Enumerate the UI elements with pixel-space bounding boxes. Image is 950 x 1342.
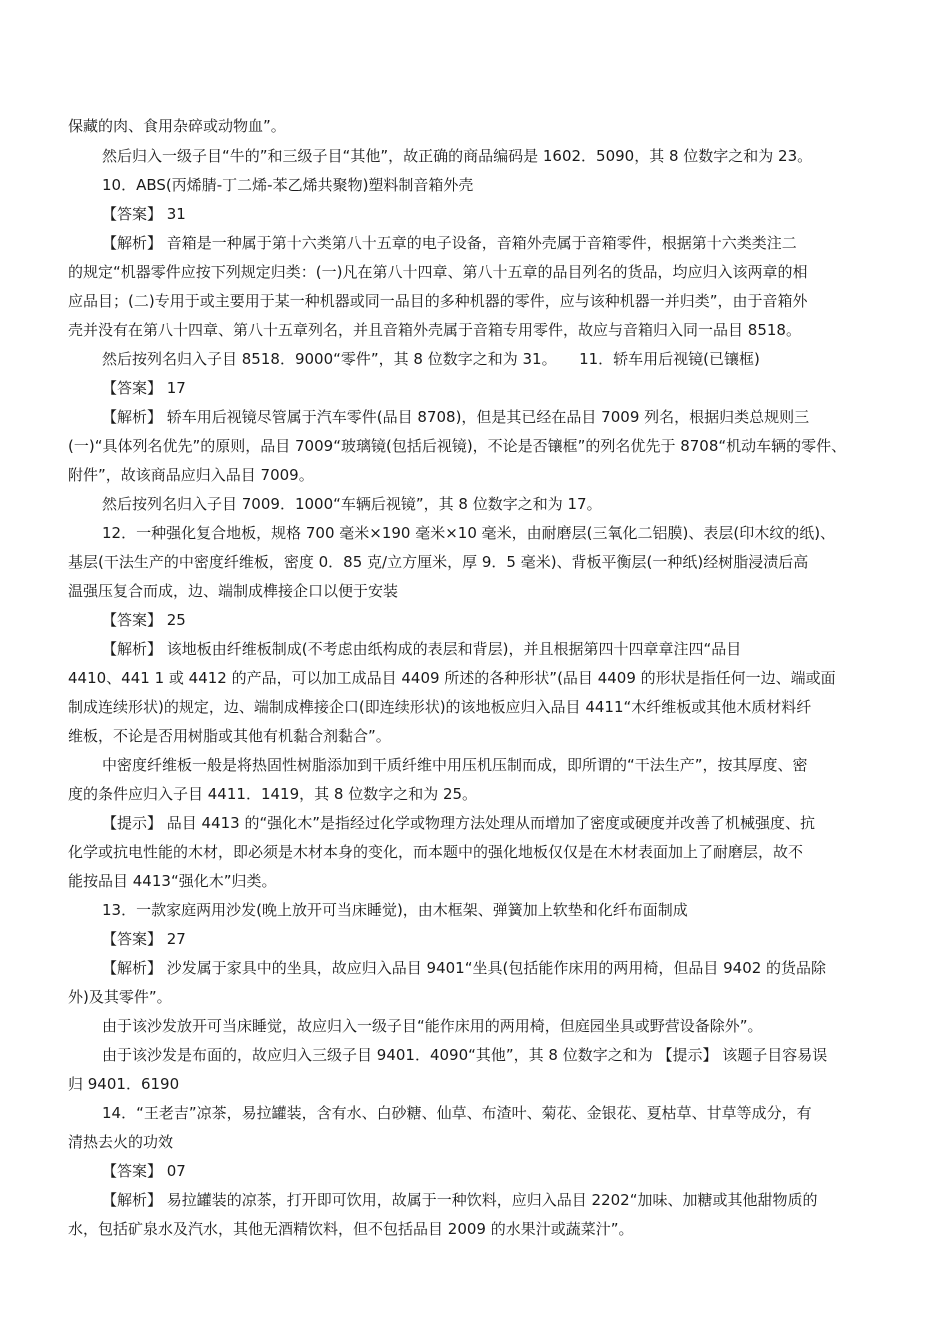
answer-line: 【答案】 07 [102, 1162, 186, 1180]
analysis-line: 【解析】 沙发属于家具中的坐具，故应归入品目 9401“坐具(包括能作床用的两用椅，但品目 9402 的货品除 [102, 959, 827, 977]
text-line: 由于该沙发放开可当床睡觉，故应归入一级子目“能作床用的两用椅，但庭园坐具或野营设备除外”。 [102, 1017, 763, 1035]
question-heading: 10．ABS(丙烯腈-丁二烯-苯乙烯共聚物)塑料制音箱外壳 [102, 176, 474, 194]
text-line: 度的条件应归入子目 4411．1419，其 8 位数字之和为 25。 [68, 785, 478, 803]
text-line: 的规定“机器零件应按下列规定归类：(一)凡在第八十四章、第八十五章的品目列名的货品，均应归入该两章的相 [68, 263, 808, 281]
text-line: 外)及其零件”。 [68, 988, 172, 1006]
text-line: 由于该沙发是布面的，故应归入三级子目 9401．4090“其他”，其 8 位数字之和为 【提示】 该题子目容易误 [102, 1046, 828, 1064]
answer-line: 【答案】 17 [102, 379, 186, 397]
hint-line: 【提示】 品目 4413 的“强化木”是指经过化学或物理方法处理从而增加了密度或硬度并改善了机械强度、抗 [102, 814, 816, 832]
text-line: 能按品目 4413“强化木”归类。 [68, 872, 277, 890]
text-line: 然后按列名归入子目 7009．1000“车辆后视镜”，其 8 位数字之和为 17。 [102, 495, 602, 513]
text-line: 水，包括矿泉水及汽水，其他无酒精饮料，但不包括品目 2009 的水果汁或蔬菜汁”。 [68, 1220, 634, 1238]
text-line: 归 9401．6190 [68, 1075, 180, 1093]
text-line: 壳并没有在第八十四章、第八十五章列名，并且音箱外壳属于音箱专用零件，故应与音箱归入同一品目 8518。 [68, 321, 801, 339]
question-heading: 13．一款家庭两用沙发(晚上放开可当床睡觉)，由木框架、弹簧加上软垫和化纤布面制成 [102, 901, 688, 919]
text-line: (一)“具体列名优先”的原则，品目 7009“玻璃镜(包括后视镜)，不论是否镶框”的列名优先于 8708“机动车辆的零件、 [68, 437, 847, 455]
answer-line: 【答案】 27 [102, 930, 186, 948]
text-line: 然后按列名归入子目 8518．9000“零件”，其 8 位数字之和为 31。 11．轿车用后视镜(已镶框) [102, 350, 760, 368]
text-line: 制成连续形状)的规定，边、端制成榫接企口(即连续形状)的该地板应归入品目 4411“木纤维板或其他木质材料纤 [68, 698, 812, 716]
text-line: 温强压复合而成，边、端制成榫接企口以便于安装 [68, 582, 399, 600]
text-line: 清热去火的功效 [68, 1133, 174, 1151]
analysis-line: 【解析】 音箱是一种属于第十六类第八十五章的电子设备，音箱外壳属于音箱零件，根据第十六类类注二 [102, 234, 797, 252]
analysis-line: 【解析】 轿车用后视镜尽管属于汽车零件(品目 8708)，但是其已经在品目 7009 列名，根据归类总规则三 [102, 408, 810, 426]
text-line: 维板，不论是否用树脂或其他有机黏合剂黏合”。 [68, 727, 391, 745]
answer-line: 【答案】 31 [102, 205, 186, 223]
text-line: 应品目；(二)专用于或主要用于某一种机器或同一品目的多种机器的零件，应与该种机器一并归类”，由于音箱外 [68, 292, 808, 310]
text-line: 基层(干法生产的中密度纤维板，密度 0．85 克/立方厘米，厚 9．5 毫米)、背板平衡层(一种纸)经树脂浸渍后高 [68, 553, 809, 571]
text-line: 中密度纤维板一般是将热固性树脂添加到干质纤维中用压机压制而成，即所谓的“干法生产”，按其厚度、密 [102, 756, 808, 774]
analysis-line: 【解析】 易拉罐装的凉茶，打开即可饮用，故属于一种饮料，应归入品目 2202“加味、加糖或其他甜物质的 [102, 1191, 818, 1209]
analysis-line: 【解析】 该地板由纤维板制成(不考虑由纸构成的表层和背层)，并且根据第四十四章章注四“品目 [102, 640, 742, 658]
question-heading: 14．“王老吉”凉茶，易拉罐装，含有水、白砂糖、仙草、布渣叶、菊花、金银花、夏枯草、甘草等成分，有 [102, 1104, 812, 1122]
question-heading: 12．一种强化复合地板，规格 700 毫米×190 毫米×10 毫米，由耐磨层(三氧化二铝膜)、表层(印木纹的纸)、 [102, 524, 836, 542]
text-line: 保藏的肉、食用杂碎或动物血”。 [68, 117, 286, 135]
text-line: 化学或抗电性能的木材，即必须是木材本身的变化，而本题中的强化地板仅仅是在木材表面加上了耐磨层，故不 [68, 843, 804, 861]
text-line: 然后归入一级子目“牛的”和三级子目“其他”，故正确的商品编码是 1602．5090，其 8 位数字之和为 23。 [102, 147, 813, 165]
text-line: 附件”，故该商品应归入品目 7009。 [68, 466, 314, 484]
answer-line: 【答案】 25 [102, 611, 186, 629]
text-line: 4410、441 1 或 4412 的产品，可以加工成品目 4409 所述的各种形状”(品目 4409 的形状是指任何一边、端或面 [68, 669, 836, 687]
